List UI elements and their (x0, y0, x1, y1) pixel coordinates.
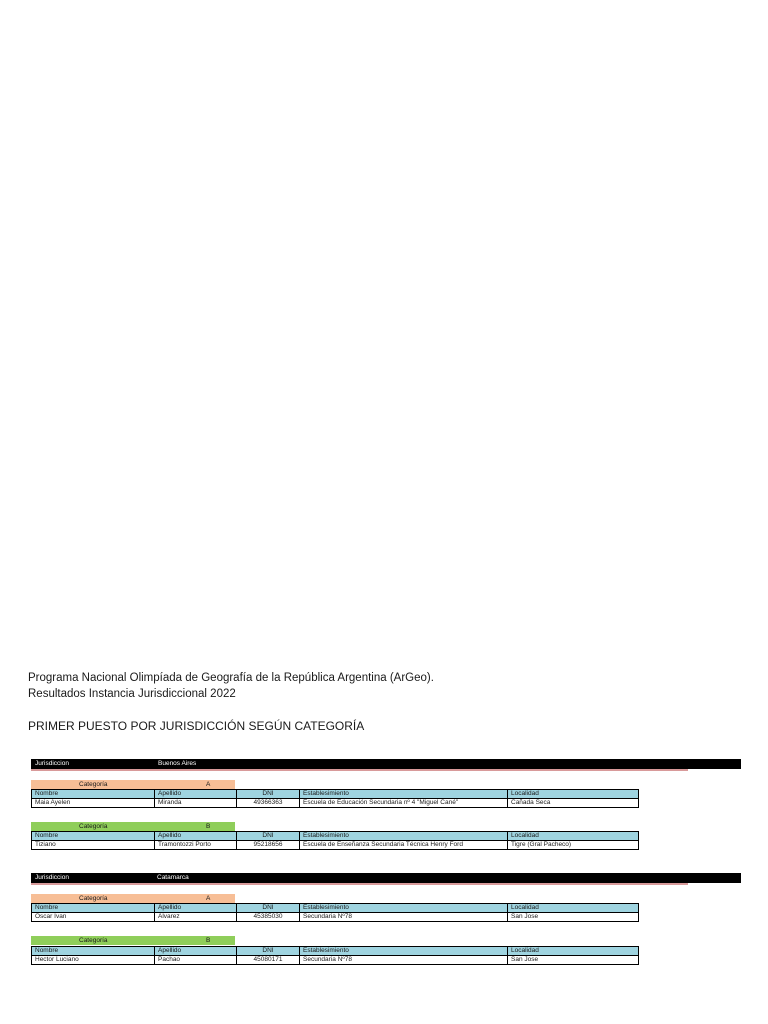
col-apellido: Apellido (155, 790, 237, 799)
col-nombre: Nombre (32, 832, 155, 841)
category-value: A (206, 781, 211, 788)
col-localidad: Localidad (508, 832, 639, 841)
category-bar (31, 822, 235, 831)
col-localidad: Localidad (508, 790, 639, 799)
cell-nombre: Tiziano (32, 841, 155, 850)
category-bar (31, 936, 235, 945)
results-table (31, 789, 639, 808)
cell-localidad: Cañada Seca (508, 799, 639, 808)
results-subtitle: Resultados Instancia Jurisdiccional 2022 (28, 688, 236, 700)
col-nombre: Nombre (32, 947, 155, 956)
col-apellido: Apellido (155, 947, 237, 956)
table-header-row (32, 904, 639, 913)
cell-dni: 95218656 (237, 841, 300, 850)
col-nombre: Nombre (32, 904, 155, 913)
table-header-row (32, 790, 639, 799)
cell-nombre: Oscar Ivan (32, 913, 155, 922)
col-nombre: Nombre (32, 790, 155, 799)
cell-dni: 49366363 (237, 799, 300, 808)
results-table (31, 946, 639, 965)
col-establecimiento: Establesimiento (300, 947, 508, 956)
cell-apellido: Miranda (155, 799, 237, 808)
col-dni: DNI (237, 832, 300, 841)
col-establecimiento: Establesimiento (300, 790, 508, 799)
col-establecimiento: Establesimiento (300, 832, 508, 841)
program-title: Programa Nacional Olimpíada de Geografía de la República Argentina (ArGeo). (28, 672, 434, 684)
cell-apellido: Tramontozzi Porto (155, 841, 237, 850)
col-localidad: Localidad (508, 904, 639, 913)
section-title: PRIMER PUESTO POR JURISDICCIÓN SEGÚN CATEGORÍA (28, 719, 365, 733)
cell-apellido: Alvarez (155, 913, 237, 922)
col-apellido: Apellido (155, 904, 237, 913)
results-table (31, 831, 639, 850)
col-dni: DNI (237, 904, 300, 913)
category-label: Categoría (79, 895, 108, 902)
table-row (32, 913, 639, 922)
cell-establecimiento: Escuela de Enseñanza Secundaria Técnica Henry Ford (300, 841, 508, 850)
jurisdiction-label: Jurisdiccion (35, 874, 69, 881)
col-apellido: Apellido (155, 832, 237, 841)
jurisdiction-name: Buenos Aires (158, 760, 197, 767)
jurisdiction-label: Jurisdiccion (35, 760, 69, 767)
cell-apellido: Pachao (155, 956, 237, 965)
cell-nombre: Hector Luciano (32, 956, 155, 965)
category-value: A (206, 895, 211, 902)
jurisdiction-bar (31, 759, 741, 769)
cell-dni: 45080171 (237, 956, 300, 965)
table-header-row (32, 832, 639, 841)
table-header-row (32, 947, 639, 956)
category-value: B (206, 823, 211, 830)
cell-establecimiento: Secundaria Nº78 (300, 913, 508, 922)
table-row (32, 841, 639, 850)
results-table (31, 903, 639, 922)
category-bar (31, 894, 235, 903)
col-dni: DNI (237, 790, 300, 799)
category-bar (31, 780, 235, 789)
cell-localidad: San Jose (508, 913, 639, 922)
category-label: Categoría (79, 823, 108, 830)
jurisdiction-underline (31, 769, 688, 771)
jurisdiction-bar (31, 873, 741, 883)
col-dni: DNI (237, 947, 300, 956)
cell-nombre: Maia Ayelen (32, 799, 155, 808)
col-establecimiento: Establesimiento (300, 904, 508, 913)
cell-establecimiento: Escuela de Educación Secundaria nº 4 "Miguel Cané" (300, 799, 508, 808)
cell-establecimiento: Secundaria Nº78 (300, 956, 508, 965)
category-label: Categoría (79, 781, 108, 788)
category-value: B (206, 937, 211, 944)
table-row (32, 956, 639, 965)
table-row (32, 799, 639, 808)
jurisdiction-name: Catamarca (157, 874, 189, 881)
jurisdiction-underline (31, 883, 688, 885)
category-label: Categoría (79, 937, 108, 944)
cell-localidad: Tigre (Gral Pacheco) (508, 841, 639, 850)
cell-localidad: San Jose (508, 956, 639, 965)
col-localidad: Localidad (508, 947, 639, 956)
cell-dni: 45385030 (237, 913, 300, 922)
